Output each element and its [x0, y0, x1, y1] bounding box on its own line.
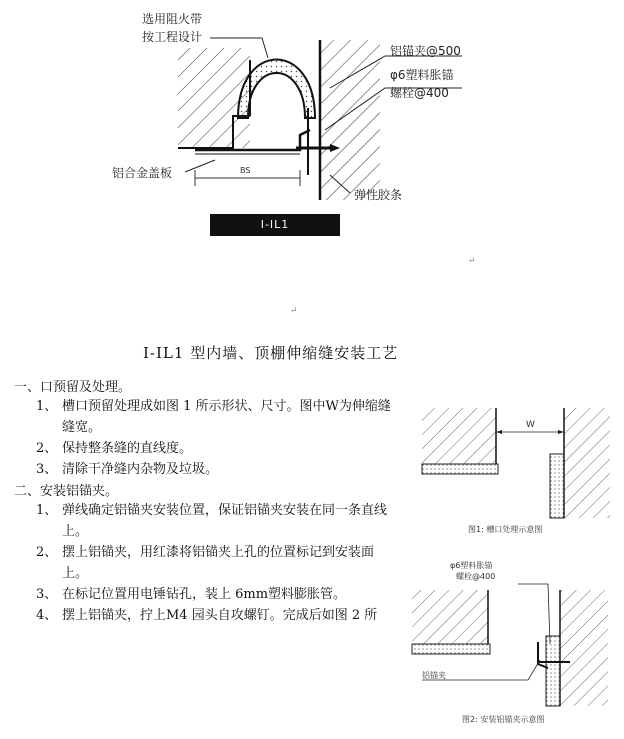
list-item [36, 584, 396, 605]
item-text: 弹线确定铝锚夹安装位置，保证铝锚夹安装在同一条直线上。 [62, 503, 388, 539]
fig2-label-bolt-line1: φ6塑料胀锚 [450, 561, 493, 570]
figure-tag: I-IL1 [210, 214, 340, 236]
section-heading-2: 二、安装铝锚夹。 [14, 484, 119, 499]
list-item [36, 459, 396, 480]
top-figure-drawing [0, 0, 624, 240]
item-number: 2、 [36, 545, 58, 560]
figure-2-drawing [398, 556, 620, 734]
item-text: 槽口预留处理成如图 1 所示形状、尺寸。图中W为伸缩缝缝宽。 [62, 399, 391, 435]
item-text: 摆上铝锚夹，拧上M4 园头自攻螺钉。完成后如图 2 所 [62, 608, 378, 623]
fig2-right-wall [560, 590, 608, 706]
item-text: 在标记位置用电锤钻孔，装上 6mm塑料膨胀管。 [62, 587, 347, 602]
section-heading-1: 一、口预留及处理。 [14, 380, 132, 395]
fig2-left-plaster [412, 644, 490, 654]
figure-1 [410, 404, 620, 540]
item-number: 1、 [36, 399, 58, 414]
page-title: I-IL1 型内墙、顶棚伸缩缝安装工艺 [143, 344, 399, 362]
list-item [36, 500, 396, 542]
label-sealant: 弹性胶条 [354, 188, 403, 202]
figure-2 [398, 556, 620, 734]
fig1-label-w: W [526, 420, 535, 430]
fig2-right-plaster [546, 636, 560, 706]
item-number: 3、 [36, 587, 58, 602]
item-number: 3、 [36, 462, 58, 477]
top-figure [0, 0, 624, 240]
list-item [36, 542, 396, 584]
fig1-right-wall [564, 408, 610, 518]
paragraph-mark: ↵ [290, 306, 298, 316]
list-item [36, 438, 396, 459]
fig2-caption: 图2: 安装铝锚夹示意图 [462, 715, 545, 724]
item-text: 保持整条缝的直线度。 [62, 441, 193, 456]
label-bs: BS [240, 166, 251, 175]
item-number: 2、 [36, 441, 58, 456]
item-text: 清除干净缝内杂物及垃圾。 [62, 462, 219, 477]
list-item [36, 605, 406, 626]
label-anchor-bolt-line2: 螺栓@400 [390, 86, 449, 100]
label-fire-strip-line1: 选用阻火带 [142, 12, 203, 26]
fig2-label-bolt-line2: 螺栓@400 [456, 572, 496, 581]
fig2-label-clip: 铝锚夹 [422, 671, 446, 680]
fig1-left-plaster [422, 464, 498, 474]
fig1-right-plaster [550, 454, 564, 518]
fig1-caption: 图1: 槽口处理示意图 [468, 525, 543, 534]
fig1-left-slab [422, 408, 496, 464]
item-text: 摆上铝锚夹，用红漆将铝锚夹上孔的位置标记到安装面上。 [62, 545, 375, 581]
fig2-left-slab [412, 590, 488, 644]
label-anchor-bolt-line1: φ6塑料胀锚 [390, 68, 454, 82]
label-cover-plate: 铝合金盖板 [112, 166, 173, 180]
item-number: 1、 [36, 503, 58, 518]
label-anchor-clip: 铝锚夹@500 [390, 44, 461, 58]
figure-1-drawing [410, 404, 620, 540]
label-fire-strip-line2: 按工程设计 [142, 30, 203, 44]
list-item [36, 396, 396, 438]
paragraph-mark: ↵ [468, 256, 476, 266]
item-number: 4、 [36, 608, 58, 623]
